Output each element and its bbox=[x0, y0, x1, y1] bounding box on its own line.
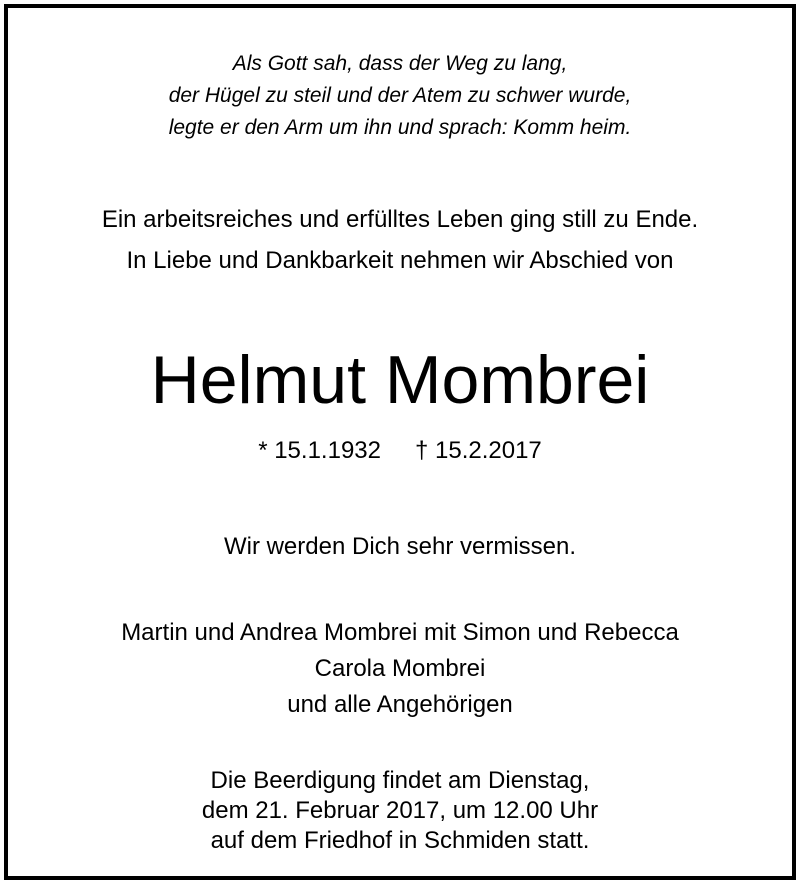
deceased-name: Helmut Mombrei bbox=[150, 342, 650, 418]
family-line-2: Carola Mombrei bbox=[314, 655, 486, 682]
poem-line-2: der Hügel zu steil und der Atem zu schwer wurde, bbox=[168, 84, 632, 107]
funeral-line-3: auf dem Friedhof in Schmiden statt. bbox=[210, 827, 590, 854]
funeral-line-2: dem 21. Februar 2017, um 12.00 Uhr bbox=[201, 797, 599, 824]
poem-line-3: legte er den Arm um ihn und sprach: Komm heim. bbox=[168, 116, 632, 139]
farewell-message: Wir werden Dich sehr vermissen. bbox=[223, 533, 577, 560]
poem-line-1: Als Gott sah, dass der Weg zu lang, bbox=[232, 52, 568, 75]
life-dates bbox=[8, 436, 792, 466]
death-date: † 15.2.2017 bbox=[414, 437, 542, 464]
family-line-1: Martin und Andrea Mombrei mit Simon und Rebecca bbox=[121, 619, 679, 646]
intro-line-2: In Liebe und Dankbarkeit nehmen wir Abschied von bbox=[126, 247, 674, 274]
obituary-notice bbox=[4, 4, 796, 880]
birth-date: * 15.1.1932 bbox=[258, 437, 381, 464]
funeral-line-1: Die Beerdigung findet am Dienstag, bbox=[210, 767, 590, 794]
family-line-3: und alle Angehörigen bbox=[287, 691, 513, 718]
intro-line-1: Ein arbeitsreiches und erfülltes Leben ging still zu Ende. bbox=[101, 206, 699, 233]
